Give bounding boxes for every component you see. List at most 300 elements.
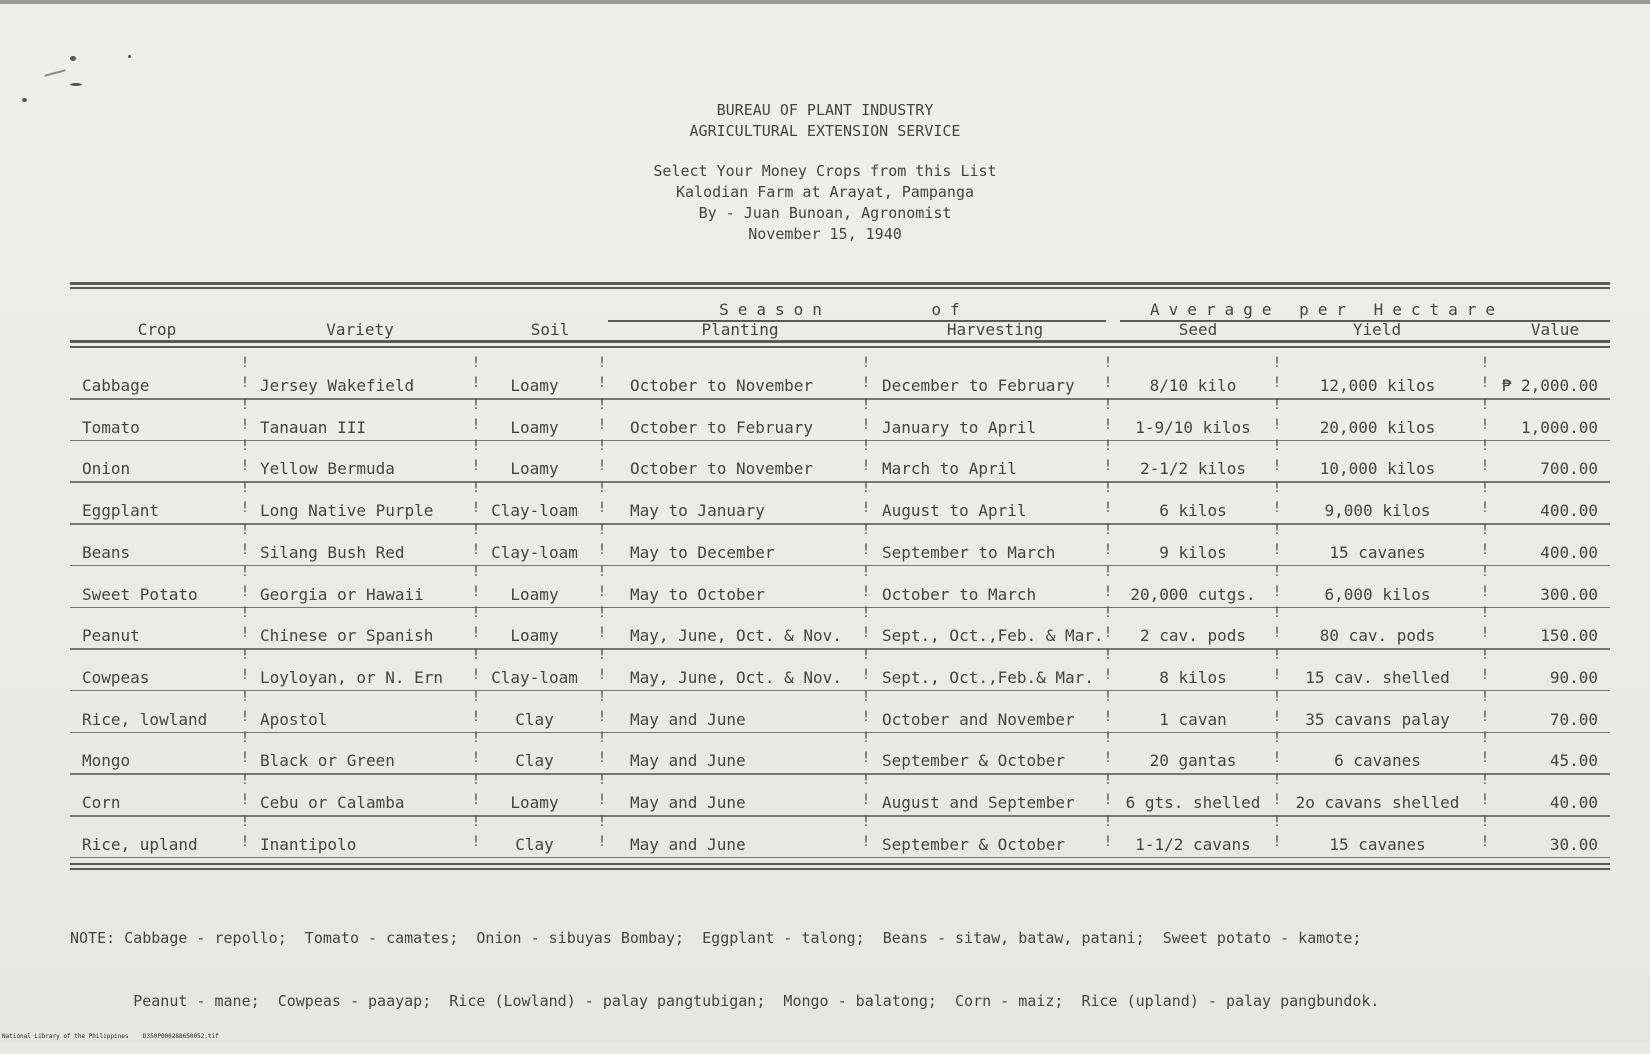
column-separator: ! bbox=[240, 646, 250, 663]
column-separator: ! bbox=[861, 458, 871, 475]
cell-planting: May, June, Oct. & Nov. bbox=[630, 667, 842, 687]
header-bottom-rule bbox=[70, 346, 1610, 348]
table-top-rule bbox=[70, 287, 1610, 289]
row-underline bbox=[70, 481, 1610, 483]
cell-crop: Rice, lowland bbox=[82, 709, 208, 729]
column-separator: ! bbox=[1103, 375, 1113, 391]
column-separator: ! bbox=[240, 480, 250, 497]
cell-variety: Long Native Purple bbox=[260, 501, 434, 521]
column-separator: ! bbox=[1103, 396, 1113, 413]
column-separator: ! bbox=[471, 708, 481, 725]
cell-yield: 10,000 kilos bbox=[1319, 459, 1436, 479]
scan-speck bbox=[70, 56, 76, 61]
cell-harvesting: September & October bbox=[882, 834, 1066, 854]
cell-value: ₱ 2,000.00 bbox=[1501, 376, 1598, 395]
row-underline bbox=[70, 732, 1610, 734]
column-separator: ! bbox=[1480, 416, 1490, 433]
column-separator: ! bbox=[1272, 480, 1282, 497]
table-bottom-rule bbox=[70, 863, 1610, 865]
column-separator: ! bbox=[1272, 730, 1282, 747]
column-separator: ! bbox=[597, 521, 607, 538]
column-separator: ! bbox=[861, 375, 871, 391]
cell-crop: Mongo bbox=[82, 751, 131, 771]
column-separator: ! bbox=[471, 563, 481, 580]
column-separator: ! bbox=[1480, 730, 1490, 747]
column-separator: ! bbox=[240, 772, 250, 788]
column-separator: ! bbox=[240, 688, 250, 705]
cell-crop: Peanut bbox=[82, 626, 140, 646]
agency-heading bbox=[0, 100, 1650, 142]
cell-seed: 8 kilos bbox=[1159, 667, 1227, 687]
column-separator: ! bbox=[471, 375, 481, 391]
column-separator: ! bbox=[1272, 500, 1282, 517]
row-underline bbox=[70, 523, 1610, 525]
row-underline bbox=[70, 773, 1610, 775]
column-separator: ! bbox=[1103, 708, 1113, 725]
column-separator: ! bbox=[861, 500, 871, 517]
column-separator: ! bbox=[240, 396, 250, 413]
column-group-average: Average per Hectare bbox=[1150, 300, 1505, 319]
column-separator: ! bbox=[1272, 541, 1282, 558]
header-variety: Variety bbox=[326, 320, 394, 339]
column-separator: ! bbox=[240, 708, 250, 725]
column-separator: ! bbox=[471, 730, 481, 747]
cell-value: 300.00 bbox=[1540, 584, 1598, 604]
row-underline bbox=[70, 815, 1610, 817]
cell-harvesting: September to March bbox=[882, 542, 1056, 562]
scan-top-edge bbox=[0, 0, 1650, 4]
subheading-line: Select Your Money Crops from this List bbox=[653, 162, 997, 180]
column-separator: ! bbox=[861, 480, 871, 497]
column-separator: ! bbox=[861, 772, 871, 788]
column-separator: ! bbox=[861, 355, 871, 371]
cell-variety: Inantipolo bbox=[260, 834, 357, 854]
column-separator: ! bbox=[861, 813, 871, 830]
cell-seed: 20,000 cutgs. bbox=[1130, 584, 1256, 604]
column-separator: ! bbox=[1272, 563, 1282, 580]
column-separator: ! bbox=[1480, 563, 1490, 580]
cell-soil: Clay-loam bbox=[491, 542, 578, 562]
column-separator: ! bbox=[597, 730, 607, 747]
cell-planting: May, June, Oct. & Nov. bbox=[630, 626, 842, 646]
column-separator: ! bbox=[861, 646, 871, 663]
scan-speck bbox=[70, 83, 82, 86]
column-separator: ! bbox=[1480, 605, 1490, 622]
row-underline bbox=[70, 565, 1610, 567]
column-separator: ! bbox=[861, 563, 871, 580]
column-separator: ! bbox=[1103, 646, 1113, 663]
column-separator: ! bbox=[1272, 666, 1282, 683]
cell-value: 400.00 bbox=[1540, 542, 1598, 562]
cell-seed: 6 kilos bbox=[1159, 501, 1227, 521]
header-crop: Crop bbox=[137, 320, 177, 339]
cell-seed: 6 gts. shelled bbox=[1125, 793, 1261, 812]
column-separator: ! bbox=[1103, 605, 1113, 622]
column-separator: ! bbox=[597, 563, 607, 580]
cell-soil: Loamy bbox=[510, 584, 559, 604]
column-separator: ! bbox=[1103, 416, 1113, 433]
cell-seed: 1 cavan bbox=[1159, 709, 1227, 729]
cell-soil: Loamy bbox=[510, 626, 559, 646]
column-separator: ! bbox=[240, 541, 250, 558]
cell-yield: 2o cavans shelled bbox=[1295, 793, 1460, 812]
column-separator: ! bbox=[597, 541, 607, 558]
column-separator: ! bbox=[1480, 521, 1490, 538]
column-separator: ! bbox=[240, 792, 250, 808]
document-subheading bbox=[0, 161, 1650, 245]
cell-value: 70.00 bbox=[1549, 709, 1598, 729]
column-separator: ! bbox=[861, 396, 871, 413]
column-separator: ! bbox=[1272, 750, 1282, 767]
cell-variety: Silang Bush Red bbox=[260, 542, 405, 562]
column-separator: ! bbox=[471, 541, 481, 558]
column-separator: ! bbox=[1103, 563, 1113, 580]
cell-variety: Tanauan III bbox=[260, 417, 366, 437]
column-separator: ! bbox=[597, 500, 607, 517]
column-separator: ! bbox=[1480, 396, 1490, 413]
header-soil: Soil bbox=[530, 320, 570, 339]
cell-yield: 6 cavanes bbox=[1334, 751, 1421, 771]
cell-crop: Corn bbox=[82, 793, 121, 812]
header-seed: Seed bbox=[1178, 320, 1218, 339]
cell-crop: Beans bbox=[82, 542, 131, 562]
cell-value: 90.00 bbox=[1549, 667, 1598, 687]
column-separator: ! bbox=[1480, 646, 1490, 663]
column-group-season-right: of bbox=[931, 300, 969, 319]
cell-variety: Loyloyan, or N. Ern bbox=[260, 667, 444, 687]
cell-crop: Tomato bbox=[82, 417, 140, 437]
column-separator: ! bbox=[240, 355, 250, 371]
column-separator: ! bbox=[1272, 792, 1282, 808]
column-separator: ! bbox=[471, 416, 481, 433]
column-separator: ! bbox=[1480, 438, 1490, 455]
column-separator: ! bbox=[861, 521, 871, 538]
column-separator: ! bbox=[1480, 541, 1490, 558]
column-separator: ! bbox=[1103, 438, 1113, 455]
cell-yield: 35 cavans palay bbox=[1305, 709, 1450, 729]
cell-seed: 2 cav. pods bbox=[1140, 626, 1246, 646]
archive-footer: National Library of the Philippines D350P000288650052.tif bbox=[2, 1033, 219, 1040]
column-separator: ! bbox=[597, 792, 607, 808]
column-separator: ! bbox=[1272, 833, 1282, 850]
cell-planting: May to December bbox=[630, 542, 775, 562]
cell-variety: Apostol bbox=[260, 709, 328, 729]
column-separator: ! bbox=[597, 772, 607, 788]
column-separator: ! bbox=[597, 396, 607, 413]
column-separator: ! bbox=[861, 730, 871, 747]
column-separator: ! bbox=[1103, 625, 1113, 642]
table-top-rule bbox=[70, 282, 1610, 285]
cell-planting: May and June bbox=[630, 709, 746, 729]
column-separator: ! bbox=[1480, 750, 1490, 767]
column-separator: ! bbox=[861, 688, 871, 705]
column-separator: ! bbox=[471, 625, 481, 642]
header-bottom-rule bbox=[70, 340, 1610, 343]
scan-speck bbox=[128, 55, 131, 58]
cell-yield: 80 cav. pods bbox=[1319, 626, 1436, 646]
column-separator: ! bbox=[1103, 688, 1113, 705]
column-separator: ! bbox=[240, 563, 250, 580]
column-separator: ! bbox=[240, 500, 250, 517]
cell-value: 45.00 bbox=[1549, 751, 1598, 771]
column-separator: ! bbox=[471, 583, 481, 600]
column-separator: ! bbox=[471, 772, 481, 788]
column-separator: ! bbox=[597, 646, 607, 663]
cell-harvesting: Sept., Oct.,Feb. & Mar. bbox=[882, 626, 1104, 646]
column-separator: ! bbox=[471, 666, 481, 683]
cell-yield: 6,000 kilos bbox=[1324, 584, 1431, 604]
header-planting: Planting bbox=[701, 320, 779, 339]
cell-variety: Black or Green bbox=[260, 751, 395, 771]
cell-crop: Onion bbox=[82, 459, 131, 479]
column-separator: ! bbox=[597, 666, 607, 683]
note-line: NOTE: Cabbage - repollo; Tomato - camates; Onion - sibuyas Bombay; Eggplant - talong; Beans - sitaw, bataw, patani; Sweet potato - kamote; bbox=[70, 929, 1362, 947]
cell-yield: 12,000 kilos bbox=[1319, 376, 1436, 395]
cell-crop: Rice, upland bbox=[82, 834, 198, 854]
column-separator: ! bbox=[1272, 583, 1282, 600]
cell-harvesting: December to February bbox=[882, 376, 1075, 395]
cell-soil: Clay bbox=[515, 834, 554, 854]
subheading-line: Kalodian Farm at Arayat, Pampanga bbox=[675, 183, 974, 201]
column-separator: ! bbox=[1480, 480, 1490, 497]
subheading-line: By - Juan Bunoan, Agronomist bbox=[698, 204, 952, 222]
column-separator: ! bbox=[1103, 666, 1113, 683]
column-separator: ! bbox=[240, 605, 250, 622]
cell-crop: Cabbage bbox=[82, 376, 150, 395]
column-separator: ! bbox=[1480, 792, 1490, 808]
cell-soil: Loamy bbox=[510, 793, 559, 812]
agency-line: BUREAU OF PLANT INDUSTRY bbox=[716, 101, 934, 119]
column-separator: ! bbox=[240, 416, 250, 433]
column-separator: ! bbox=[240, 666, 250, 683]
column-separator: ! bbox=[1272, 396, 1282, 413]
column-separator: ! bbox=[1272, 438, 1282, 455]
column-separator: ! bbox=[597, 605, 607, 622]
column-separator: ! bbox=[471, 688, 481, 705]
column-separator: ! bbox=[471, 605, 481, 622]
cell-value: 1,000.00 bbox=[1520, 417, 1598, 437]
column-separator: ! bbox=[1480, 500, 1490, 517]
cell-seed: 1-1/2 cavans bbox=[1135, 834, 1251, 854]
column-separator: ! bbox=[861, 750, 871, 767]
column-separator: ! bbox=[471, 521, 481, 538]
cell-harvesting: March to April bbox=[882, 459, 1017, 479]
column-separator: ! bbox=[1103, 833, 1113, 850]
cell-variety: Georgia or Hawaii bbox=[260, 584, 424, 604]
column-separator: ! bbox=[597, 480, 607, 497]
cell-planting: May and June bbox=[630, 793, 746, 812]
cell-crop: Sweet Potato bbox=[82, 584, 198, 604]
column-separator: ! bbox=[1103, 750, 1113, 767]
column-separator: ! bbox=[1480, 355, 1490, 371]
column-separator: ! bbox=[240, 375, 250, 391]
column-separator: ! bbox=[597, 438, 607, 455]
cell-seed: 9 kilos bbox=[1159, 542, 1227, 562]
column-separator: ! bbox=[861, 833, 871, 850]
cell-planting: May to January bbox=[630, 501, 765, 521]
cell-yield: 20,000 kilos bbox=[1319, 417, 1436, 437]
note-line: Peanut - mane; Cowpeas - paayap; Rice (Lowland) - palay pangtubigan; Mongo - balatong; Corn - maiz; Rice (upland) - palay pangbundok. bbox=[70, 992, 1380, 1010]
header-yield: Yield bbox=[1352, 320, 1402, 339]
cell-variety: Jersey Wakefield bbox=[260, 376, 415, 395]
column-separator: ! bbox=[1103, 583, 1113, 600]
column-separator: ! bbox=[1272, 772, 1282, 788]
column-separator: ! bbox=[861, 438, 871, 455]
row-underline bbox=[70, 607, 1610, 609]
column-separator: ! bbox=[1480, 625, 1490, 642]
cell-harvesting: August to April bbox=[882, 501, 1027, 521]
column-separator: ! bbox=[1272, 688, 1282, 705]
column-separator: ! bbox=[1272, 521, 1282, 538]
column-separator: ! bbox=[1480, 583, 1490, 600]
column-separator: ! bbox=[240, 458, 250, 475]
cell-harvesting: August and September bbox=[882, 793, 1075, 812]
cell-soil: Loamy bbox=[510, 459, 559, 479]
cell-harvesting: October to March bbox=[882, 584, 1037, 604]
cell-yield: 15 cav. shelled bbox=[1305, 667, 1450, 687]
column-separator: ! bbox=[1272, 708, 1282, 725]
cell-value: 150.00 bbox=[1540, 626, 1598, 646]
column-separator: ! bbox=[1272, 375, 1282, 391]
cell-value: 400.00 bbox=[1540, 501, 1598, 521]
cell-yield: 9,000 kilos bbox=[1324, 501, 1431, 521]
column-separator: ! bbox=[471, 480, 481, 497]
column-separator: ! bbox=[597, 708, 607, 725]
column-separator: ! bbox=[1480, 688, 1490, 705]
column-separator: ! bbox=[1103, 792, 1113, 808]
cell-yield: 15 cavanes bbox=[1329, 834, 1426, 854]
column-separator: ! bbox=[1272, 646, 1282, 663]
column-separator: ! bbox=[861, 666, 871, 683]
column-separator: ! bbox=[471, 438, 481, 455]
row-underline bbox=[70, 690, 1610, 692]
column-separator: ! bbox=[861, 708, 871, 725]
table-bottom-rule bbox=[70, 868, 1610, 870]
column-separator: ! bbox=[240, 730, 250, 747]
cell-crop: Eggplant bbox=[82, 501, 160, 521]
column-separator: ! bbox=[471, 750, 481, 767]
cell-soil: Clay bbox=[515, 751, 554, 771]
agency-line: AGRICULTURAL EXTENSION SERVICE bbox=[689, 122, 961, 140]
cell-seed: 2-1/2 kilos bbox=[1140, 459, 1246, 479]
cell-planting: October to February bbox=[630, 417, 814, 437]
column-separator: ! bbox=[471, 792, 481, 808]
cell-variety: Yellow Bermuda bbox=[260, 459, 395, 479]
cell-harvesting: October and November bbox=[882, 709, 1075, 729]
column-separator: ! bbox=[240, 750, 250, 767]
row-underline bbox=[70, 398, 1610, 400]
column-separator: ! bbox=[861, 605, 871, 622]
column-separator: ! bbox=[597, 625, 607, 642]
column-separator: ! bbox=[1103, 521, 1113, 538]
row-underline bbox=[70, 648, 1610, 650]
column-separator: ! bbox=[597, 375, 607, 391]
column-separator: ! bbox=[240, 438, 250, 455]
cell-planting: May and June bbox=[630, 751, 746, 771]
column-separator: ! bbox=[1103, 772, 1113, 788]
row-underline bbox=[70, 440, 1610, 442]
subheading-line: November 15, 1940 bbox=[748, 225, 902, 243]
column-separator: ! bbox=[1480, 833, 1490, 850]
cell-soil: Loamy bbox=[510, 376, 559, 395]
column-separator: ! bbox=[471, 355, 481, 371]
cell-seed: 20 gantas bbox=[1149, 751, 1237, 771]
column-separator: ! bbox=[597, 583, 607, 600]
column-separator: ! bbox=[1272, 355, 1282, 371]
cell-seed: 8/10 kilo bbox=[1149, 376, 1237, 395]
column-separator: ! bbox=[1480, 813, 1490, 830]
cell-planting: May to October bbox=[630, 584, 765, 604]
column-separator: ! bbox=[597, 458, 607, 475]
column-separator: ! bbox=[1272, 605, 1282, 622]
column-separator: ! bbox=[861, 625, 871, 642]
column-separator: ! bbox=[471, 813, 481, 830]
cell-soil: Clay-loam bbox=[491, 667, 578, 687]
column-separator: ! bbox=[1480, 772, 1490, 788]
cell-harvesting: September & October bbox=[882, 751, 1066, 771]
column-separator: ! bbox=[1272, 458, 1282, 475]
cell-planting: October to November bbox=[630, 459, 814, 479]
cell-value: 700.00 bbox=[1540, 459, 1598, 479]
column-separator: ! bbox=[1272, 813, 1282, 830]
header-value: Value bbox=[1530, 320, 1580, 339]
cell-planting: October to November bbox=[630, 376, 814, 395]
column-separator: ! bbox=[861, 583, 871, 600]
column-separator: ! bbox=[1103, 541, 1113, 558]
cell-variety: Cebu or Calamba bbox=[260, 793, 405, 812]
cell-soil: Clay bbox=[515, 709, 554, 729]
cell-harvesting: Sept., Oct.,Feb.& Mar. bbox=[882, 667, 1094, 687]
column-separator: ! bbox=[1272, 625, 1282, 642]
column-separator: ! bbox=[1272, 416, 1282, 433]
column-separator: ! bbox=[1103, 813, 1113, 830]
cell-value: 40.00 bbox=[1549, 793, 1598, 812]
column-separator: ! bbox=[861, 792, 871, 808]
column-separator: ! bbox=[471, 458, 481, 475]
column-separator: ! bbox=[597, 416, 607, 433]
row-underline bbox=[70, 857, 1610, 859]
column-separator: ! bbox=[597, 750, 607, 767]
column-group-season-left: Season bbox=[719, 300, 831, 319]
column-separator: ! bbox=[471, 500, 481, 517]
header-harvesting: Harvesting bbox=[946, 320, 1044, 339]
note-paragraph bbox=[70, 886, 1379, 1054]
column-separator: ! bbox=[1103, 458, 1113, 475]
scan-speck bbox=[44, 69, 66, 77]
column-separator: ! bbox=[240, 521, 250, 538]
column-separator: ! bbox=[1480, 708, 1490, 725]
column-separator: ! bbox=[1480, 375, 1490, 391]
column-separator: ! bbox=[597, 813, 607, 830]
column-separator: ! bbox=[1480, 458, 1490, 475]
column-separator: ! bbox=[1103, 480, 1113, 497]
cell-harvesting: January to April bbox=[882, 417, 1037, 437]
cell-seed: 1-9/10 kilos bbox=[1135, 417, 1251, 437]
column-separator: ! bbox=[240, 813, 250, 830]
cell-planting: May and June bbox=[630, 834, 746, 854]
cell-crop: Cowpeas bbox=[82, 667, 150, 687]
column-separator: ! bbox=[597, 688, 607, 705]
column-separator: ! bbox=[1103, 500, 1113, 517]
column-separator: ! bbox=[1103, 730, 1113, 747]
cell-soil: Loamy bbox=[510, 417, 559, 437]
column-separator: ! bbox=[240, 583, 250, 600]
column-separator: ! bbox=[861, 541, 871, 558]
column-separator: ! bbox=[597, 355, 607, 371]
column-separator: ! bbox=[861, 416, 871, 433]
column-separator: ! bbox=[1480, 666, 1490, 683]
cell-value: 30.00 bbox=[1549, 834, 1598, 854]
